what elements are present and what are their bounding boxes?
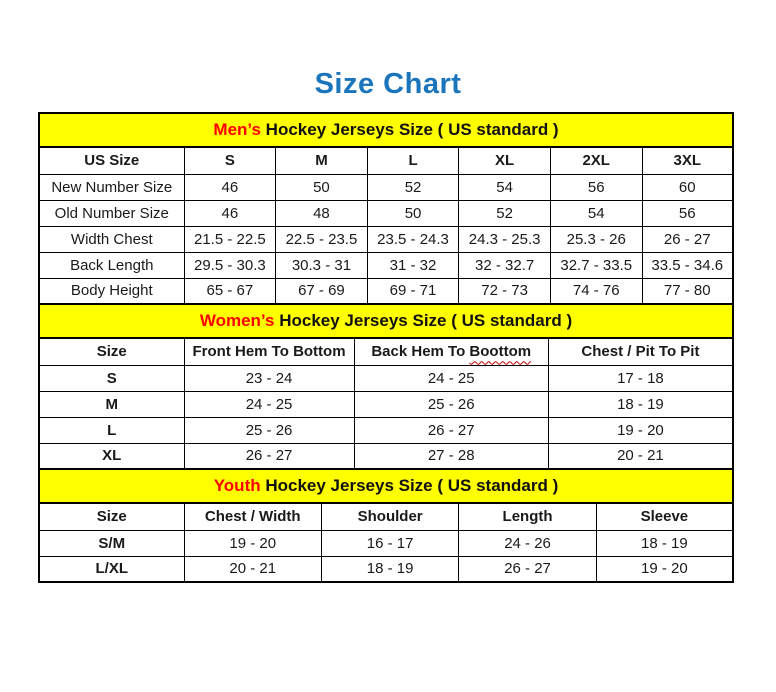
section-accent-text: Women’s [199, 311, 275, 330]
size-value-cell: 56 [642, 200, 733, 226]
column-header [354, 338, 548, 365]
table-row [39, 556, 733, 582]
column-header: Size [39, 338, 184, 365]
row-label: Body Height [39, 278, 184, 304]
size-value-cell: 17 - 18 [548, 365, 733, 391]
size-value-cell: 77 - 80 [642, 278, 733, 304]
section-title-text: Hockey Jerseys Size ( US standard ) [274, 311, 573, 330]
column-header: Chest / Width [184, 503, 321, 530]
row-label: New Number Size [39, 174, 184, 200]
section-title-text: Hockey Jerseys Size ( US standard ) [260, 476, 559, 495]
size-value-cell: 22.5 - 23.5 [276, 226, 368, 252]
size-value-cell: 72 - 73 [459, 278, 551, 304]
size-value-cell: 25 - 26 [354, 391, 548, 417]
table-row [39, 252, 733, 278]
section-accent-text: Youth [213, 476, 261, 495]
size-value-cell: 65 - 67 [184, 278, 276, 304]
table-row [39, 365, 733, 391]
table-row [39, 226, 733, 252]
row-label: Width Chest [39, 226, 184, 252]
size-value-cell: 30.3 - 31 [276, 252, 368, 278]
size-value-cell: 20 - 21 [548, 443, 733, 469]
size-value-cell: 54 [459, 174, 551, 200]
womens-section-header [39, 304, 733, 338]
womens-band-row [39, 304, 733, 338]
row-label: L [39, 417, 184, 443]
size-value-cell: 54 [550, 200, 642, 226]
size-value-cell: 31 - 32 [367, 252, 459, 278]
column-header: Chest / Pit To Pit [548, 338, 733, 365]
size-value-cell: 26 - 27 [184, 443, 354, 469]
row-label: S [39, 365, 184, 391]
womens-size-table [38, 303, 734, 470]
column-header: M [276, 147, 368, 174]
size-value-cell: 56 [550, 174, 642, 200]
row-label: S/M [39, 530, 184, 556]
size-value-cell: 19 - 20 [184, 530, 321, 556]
column-header: 3XL [642, 147, 733, 174]
size-value-cell: 27 - 28 [354, 443, 548, 469]
size-value-cell: 29.5 - 30.3 [184, 252, 276, 278]
mens-section-header [39, 113, 733, 147]
column-header: Length [459, 503, 596, 530]
mens-size-table [38, 112, 734, 305]
row-label: Back Length [39, 252, 184, 278]
size-value-cell: 24 - 25 [354, 365, 548, 391]
mens-column-header-row [39, 147, 733, 174]
size-value-cell: 33.5 - 34.6 [642, 252, 733, 278]
size-value-cell: 32 - 32.7 [459, 252, 551, 278]
size-value-cell: 52 [459, 200, 551, 226]
page-title: Size Chart [314, 68, 462, 100]
size-value-cell: 19 - 20 [596, 556, 733, 582]
size-value-cell: 60 [642, 174, 733, 200]
table-row [39, 530, 733, 556]
row-label: XL [39, 443, 184, 469]
size-value-cell: 50 [276, 174, 368, 200]
table-row [39, 174, 733, 200]
size-value-cell: 32.7 - 33.5 [550, 252, 642, 278]
section-title-text: Hockey Jerseys Size ( US standard ) [260, 120, 559, 139]
table-row [39, 443, 733, 469]
column-header: US Size [39, 147, 184, 174]
size-value-cell: 21.5 - 22.5 [184, 226, 276, 252]
size-value-cell: 19 - 20 [548, 417, 733, 443]
column-header: Front Hem To Bottom [184, 338, 354, 365]
size-value-cell: 18 - 19 [596, 530, 733, 556]
size-value-cell: 24 - 25 [184, 391, 354, 417]
size-value-cell: 24 - 26 [459, 530, 596, 556]
size-value-cell: 18 - 19 [548, 391, 733, 417]
row-label: M [39, 391, 184, 417]
youth-column-header-row [39, 503, 733, 530]
size-value-cell: 24.3 - 25.3 [459, 226, 551, 252]
size-value-cell: 52 [367, 174, 459, 200]
column-header: 2XL [550, 147, 642, 174]
youth-section-header [39, 469, 733, 503]
column-header: Shoulder [321, 503, 458, 530]
misspelled-word: Boottom [469, 343, 532, 361]
size-value-cell: 67 - 69 [276, 278, 368, 304]
table-row [39, 391, 733, 417]
youth-band-row [39, 469, 733, 503]
size-value-cell: 20 - 21 [184, 556, 321, 582]
row-label: L/XL [39, 556, 184, 582]
size-value-cell: 46 [184, 200, 276, 226]
size-value-cell: 50 [367, 200, 459, 226]
size-value-cell: 23.5 - 24.3 [367, 226, 459, 252]
section-accent-text: Men’s [213, 120, 261, 139]
size-value-cell: 16 - 17 [321, 530, 458, 556]
size-value-cell: 46 [184, 174, 276, 200]
column-header: XL [459, 147, 551, 174]
table-row [39, 278, 733, 304]
column-header: S [184, 147, 276, 174]
size-value-cell: 26 - 27 [459, 556, 596, 582]
size-value-cell: 74 - 76 [550, 278, 642, 304]
size-value-cell: 26 - 27 [642, 226, 733, 252]
row-label: Old Number Size [39, 200, 184, 226]
size-value-cell: 25.3 - 26 [550, 226, 642, 252]
size-value-cell: 23 - 24 [184, 365, 354, 391]
table-row [39, 200, 733, 226]
column-header: Size [39, 503, 184, 530]
youth-size-table [38, 468, 734, 583]
size-value-cell: 26 - 27 [354, 417, 548, 443]
table-row [39, 417, 733, 443]
mens-band-row [39, 113, 733, 147]
size-value-cell: 48 [276, 200, 368, 226]
size-value-cell: 25 - 26 [184, 417, 354, 443]
size-value-cell: 69 - 71 [367, 278, 459, 304]
column-header: Sleeve [596, 503, 733, 530]
column-header: L [367, 147, 459, 174]
size-chart-tables [38, 112, 734, 583]
size-value-cell: 18 - 19 [321, 556, 458, 582]
womens-column-header-row [39, 338, 733, 365]
column-header-text: Back Hem To [371, 343, 470, 361]
